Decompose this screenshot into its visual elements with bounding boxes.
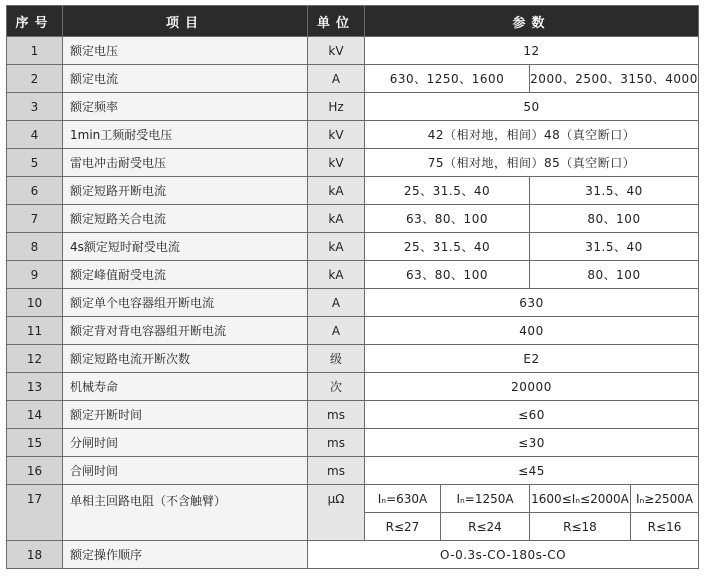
table-row	[7, 485, 699, 513]
table-row	[7, 401, 699, 429]
resistance-cell: R≤27	[365, 513, 441, 541]
parameter-value: 80、100	[530, 261, 699, 289]
resistance-cell: R≤16	[631, 513, 699, 541]
parameter-name: 合闸时间	[63, 457, 308, 485]
row-number: 10	[7, 289, 63, 317]
parameter-unit: kA	[308, 261, 365, 289]
row-number: 4	[7, 121, 63, 149]
parameter-name: 额定频率	[63, 93, 308, 121]
parameter-unit: A	[308, 65, 365, 93]
parameter-value: 400	[365, 317, 699, 345]
table-row	[7, 149, 699, 177]
rated-current-cell: Iₙ≥2500A	[631, 485, 699, 513]
parameter-value: 630、1250、1600	[365, 65, 530, 93]
table-row	[7, 121, 699, 149]
parameter-value: 2000、2500、3150、4000	[530, 65, 699, 93]
row-number: 11	[7, 317, 63, 345]
parameter-unit: ms	[308, 457, 365, 485]
header-unit: 单位	[308, 6, 365, 37]
table-row	[7, 429, 699, 457]
row-number: 14	[7, 401, 63, 429]
rated-current-cell: Iₙ=630A	[365, 485, 441, 513]
table-row	[7, 233, 699, 261]
parameter-unit: kV	[308, 149, 365, 177]
parameter-name: 额定开断时间	[63, 401, 308, 429]
row-number: 1	[7, 37, 63, 65]
parameter-name: 1min工频耐受电压	[63, 121, 308, 149]
parameter-name: 额定短路电流开断次数	[63, 345, 308, 373]
spec-table	[6, 5, 699, 569]
parameter-value: 63、80、100	[365, 205, 530, 233]
header-no: 序号	[7, 6, 63, 37]
table-row	[7, 289, 699, 317]
resistance-cell: R≤18	[530, 513, 631, 541]
parameter-name: 雷电冲击耐受电压	[63, 149, 308, 177]
row-number: 15	[7, 429, 63, 457]
parameter-name: 额定单个电容器组开断电流	[63, 289, 308, 317]
parameter-unit: ms	[308, 401, 365, 429]
parameter-name: 单相主回路电阻（不含触臂）	[63, 485, 308, 541]
row-number: 8	[7, 233, 63, 261]
parameter-value: 20000	[365, 373, 699, 401]
spec-table-body	[7, 37, 699, 569]
parameter-unit: kA	[308, 205, 365, 233]
header-params: 参数	[365, 6, 699, 37]
header-item: 项目	[63, 6, 308, 37]
row-number: 12	[7, 345, 63, 373]
rated-current-cell: Iₙ=1250A	[441, 485, 530, 513]
parameter-value: ≤60	[365, 401, 699, 429]
table-row	[7, 177, 699, 205]
row-number: 7	[7, 205, 63, 233]
parameter-unit: kV	[308, 37, 365, 65]
parameter-unit: A	[308, 289, 365, 317]
parameter-value: 42（相对地，相间）48（真空断口）	[365, 121, 699, 149]
table-row	[7, 345, 699, 373]
header-row	[7, 6, 699, 37]
parameter-unit: 次	[308, 373, 365, 401]
parameter-value: O-0.3s-CO-180s-CO	[308, 541, 699, 569]
row-number: 13	[7, 373, 63, 401]
parameter-value: 50	[365, 93, 699, 121]
parameter-unit: A	[308, 317, 365, 345]
parameter-unit: kV	[308, 121, 365, 149]
row-number: 6	[7, 177, 63, 205]
row-number: 5	[7, 149, 63, 177]
row-number: 3	[7, 93, 63, 121]
rated-current-cell: 1600≤Iₙ≤2000A	[530, 485, 631, 513]
parameter-value: ≤30	[365, 429, 699, 457]
table-row	[7, 93, 699, 121]
parameter-value: 75（相对地，相间）85（真空断口）	[365, 149, 699, 177]
parameter-name: 4s额定短时耐受电流	[63, 233, 308, 261]
parameter-name: 额定电流	[63, 65, 308, 93]
parameter-name: 额定峰值耐受电流	[63, 261, 308, 289]
parameter-value: 31.5、40	[530, 177, 699, 205]
row-number: 9	[7, 261, 63, 289]
table-row	[7, 65, 699, 93]
row-number: 2	[7, 65, 63, 93]
parameter-name: 机械寿命	[63, 373, 308, 401]
table-row	[7, 457, 699, 485]
parameter-unit: Hz	[308, 93, 365, 121]
table-row	[7, 373, 699, 401]
parameter-name: 额定电压	[63, 37, 308, 65]
parameter-value: 25、31.5、40	[365, 233, 530, 261]
table-row	[7, 37, 699, 65]
parameter-value: 12	[365, 37, 699, 65]
resistance-cell: R≤24	[441, 513, 530, 541]
parameter-name: 额定操作顺序	[63, 541, 308, 569]
parameter-value: 80、100	[530, 205, 699, 233]
parameter-value: 25、31.5、40	[365, 177, 530, 205]
parameter-value: ≤45	[365, 457, 699, 485]
row-number: 17	[7, 485, 63, 541]
parameter-name: 分闸时间	[63, 429, 308, 457]
parameter-name: 额定短路关合电流	[63, 205, 308, 233]
parameter-name: 额定背对背电容器组开断电流	[63, 317, 308, 345]
row-number: 16	[7, 457, 63, 485]
parameter-unit: μΩ	[308, 485, 365, 541]
parameter-unit: ms	[308, 429, 365, 457]
row-number: 18	[7, 541, 63, 569]
table-row	[7, 317, 699, 345]
parameter-unit: kA	[308, 177, 365, 205]
parameter-unit: kA	[308, 233, 365, 261]
parameter-value: E2	[365, 345, 699, 373]
parameter-name: 额定短路开断电流	[63, 177, 308, 205]
parameter-unit: 级	[308, 345, 365, 373]
parameter-value: 31.5、40	[530, 233, 699, 261]
table-row	[7, 261, 699, 289]
table-row	[7, 541, 699, 569]
parameter-value: 630	[365, 289, 699, 317]
table-row	[7, 205, 699, 233]
parameter-value: 63、80、100	[365, 261, 530, 289]
